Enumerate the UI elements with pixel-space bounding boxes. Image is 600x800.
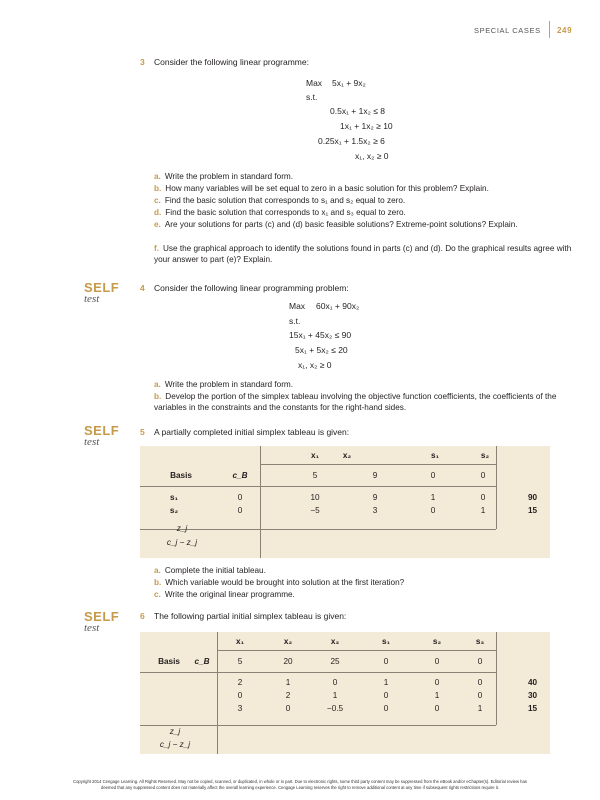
q6-row3-rhs: 15 — [527, 704, 538, 713]
copyright-footer — [20, 779, 580, 791]
q6-cb-label: c_B — [194, 657, 210, 666]
q5-var-x1: x₁ — [311, 451, 319, 460]
copyright-line-2: deemed that any suppressed content does not materially affect the overall learning experience. Cengage Learning reserves the right to remove additional content at any time if subsequent rights restrictions require it. — [101, 785, 499, 790]
q6-prompt: The following partial initial simplex tableau is given: — [154, 611, 347, 621]
q4-part-b: b. Develop the portion of the simplex tableau involving the objective function coefficients, the coefficients of the variables in the constraints and the constants for the right-hand sides. — [154, 392, 557, 412]
q5-row1-x2: 9 — [372, 493, 378, 502]
q5-hline-c — [140, 486, 496, 487]
q5-row1-rhs: 90 — [527, 493, 538, 502]
q6-row3-x3: −0.5 — [326, 704, 344, 713]
q6-row2-x3: 1 — [332, 691, 338, 700]
q6-tableau — [140, 632, 550, 754]
q5-c-x2: 9 — [372, 471, 378, 480]
q4-nonnegativity: x₁, x₂ ≥ 0 — [298, 360, 332, 370]
page-number: 249 — [557, 26, 573, 35]
q3-part-e: e. Are your solutions for parts (c) and (d) basic feasible solutions? Extreme-point solutions? Explain. — [154, 220, 518, 229]
q4-self-label: SELF — [84, 280, 120, 295]
running-header — [474, 26, 541, 35]
q6-cj-zj-label: c_j − z_j — [159, 740, 191, 749]
q5-prompt: A partially completed initial simplex tableau is given: — [154, 427, 350, 437]
q5-row2-x2: 3 — [372, 506, 378, 515]
q5-vline-2 — [496, 446, 497, 529]
q6-self-label: SELF — [84, 609, 120, 624]
q5-part-b: b. Which variable would be brought into solution at the first iteration? — [154, 578, 405, 587]
q5-row1-s1: 1 — [430, 493, 436, 502]
q6-c-x3: 25 — [330, 657, 340, 666]
q5-var-s2: s₂ — [480, 451, 490, 460]
q6-row1-s3: 0 — [477, 678, 483, 687]
q3-objective: 5x₁ + 9x₂ — [332, 78, 366, 88]
q5-zj-label: z_j — [176, 524, 188, 533]
q6-row2-s1: 0 — [383, 691, 389, 700]
q5-number: 5 — [140, 427, 145, 437]
q4-constraint-2: 5x₁ + 5x₂ ≤ 20 — [295, 345, 348, 355]
q6-var-x1: x₁ — [236, 637, 244, 646]
q3-number: 3 — [140, 57, 145, 67]
q5-row2-s2: 1 — [480, 506, 486, 515]
q6-var-s2: s₂ — [432, 637, 442, 646]
q5-var-s1: s₁ — [431, 451, 439, 460]
q6-row2-s3: 0 — [477, 691, 483, 700]
q4-objective: 60x₁ + 90x₂ — [316, 301, 360, 311]
q6-hline-c — [140, 672, 496, 673]
q5-row2-rhs: 15 — [527, 506, 538, 515]
q6-var-s3: s₃ — [475, 637, 485, 646]
q6-row2-x1: 0 — [237, 691, 243, 700]
q5-c-s1: 0 — [430, 471, 436, 480]
q5-row1-s2: 0 — [480, 493, 486, 502]
q6-row2-rhs: 30 — [527, 691, 538, 700]
q6-c-s1: 0 — [383, 657, 389, 666]
q6-c-x1: 5 — [237, 657, 243, 666]
q4-part-a: a. Write the problem in standard form. — [154, 380, 294, 389]
q5-basis-label: Basis — [170, 471, 192, 480]
q6-number: 6 — [140, 611, 145, 621]
q6-row3-s1: 0 — [383, 704, 389, 713]
q4-st: s.t. — [289, 316, 301, 326]
q5-part-c: c. Write the original linear programme. — [154, 590, 295, 599]
q3-constraint-3: 0.25x₁ + 1.5x₂ ≥ 6 — [318, 136, 385, 146]
q6-test-label: test — [84, 622, 100, 634]
section-title: SPECIAL CASES — [474, 26, 541, 35]
q3-part-a: a. Write the problem in standard form. — [154, 172, 294, 181]
q6-row1-rhs: 40 — [527, 678, 538, 687]
q5-row2-s1: 0 — [430, 506, 436, 515]
q3-nonnegativity: x₁, x₂ ≥ 0 — [355, 151, 389, 161]
q6-basis-label: Basis — [158, 657, 180, 666]
q6-row3-s3: 1 — [477, 704, 483, 713]
q6-vline-2 — [496, 632, 497, 725]
q5-test-label: test — [84, 436, 100, 448]
q6-row2-s2: 1 — [434, 691, 440, 700]
copyright-line-1: Copyright 2014 Cengage Learning. All Rights Reserved. May not be copied, scanned, or duplicated, in whole or in part. Due to electronic rights, some third party content may be suppressed from the eBook and/or eChapter(s). Editorial review has — [73, 779, 527, 784]
q6-row1-s2: 0 — [434, 678, 440, 687]
q6-row3-x2: 0 — [285, 704, 291, 713]
q5-row2-cb: 0 — [237, 506, 243, 515]
q3-constraint-2: 1x₁ + 1x₂ ≥ 10 — [340, 121, 393, 131]
q6-zj-label: z_j — [169, 727, 181, 736]
q5-tableau — [140, 446, 550, 558]
q6-hline-header — [217, 650, 496, 651]
q5-row1-x1: 10 — [310, 493, 320, 502]
q5-c-s2: 0 — [480, 471, 486, 480]
q6-row1-s1: 1 — [383, 678, 389, 687]
q5-cj-zj-label: c_j − z_j — [166, 538, 198, 547]
q3-part-d: d. Find the basic solution that corresponds to x₁ and s₃ equal to zero. — [154, 208, 406, 217]
q6-c-s3: 0 — [477, 657, 483, 666]
q3-max-label: Max — [306, 78, 323, 88]
q5-hline-header — [260, 464, 496, 465]
q3-part-b: b. How many variables will be set equal to zero in a basic solution for this problem? Explain. — [154, 184, 489, 193]
q5-row1-cb: 0 — [237, 493, 243, 502]
q4-number: 4 — [140, 283, 145, 293]
q6-row2-x2: 2 — [285, 691, 291, 700]
q5-part-a: a. Complete the initial tableau. — [154, 566, 266, 575]
q5-vline-1 — [260, 446, 261, 558]
q6-c-s2: 0 — [434, 657, 440, 666]
q4-constraint-1: 15x₁ + 45x₂ ≤ 90 — [289, 330, 352, 340]
q4-max-label: Max — [289, 301, 306, 311]
q4-prompt: Consider the following linear programming problem: — [154, 283, 349, 293]
q6-c-x2: 20 — [283, 657, 293, 666]
q3-st: s.t. — [306, 92, 318, 102]
q6-row3-s2: 0 — [434, 704, 440, 713]
q5-cb-label: c_B — [232, 471, 248, 480]
q5-row2-x1: −5 — [310, 506, 320, 515]
q6-row1-x2: 1 — [285, 678, 291, 687]
q5-row1-basis: s₁ — [170, 493, 178, 502]
header-divider — [549, 21, 550, 38]
q5-c-x1: 5 — [312, 471, 318, 480]
q6-var-x2: x₂ — [283, 637, 293, 646]
q3-prompt: Consider the following linear programme: — [154, 57, 309, 67]
q5-var-x2: x₂ — [342, 451, 352, 460]
q6-hline-rows — [140, 725, 496, 726]
q6-row3-x1: 3 — [237, 704, 243, 713]
q6-row1-x3: 0 — [332, 678, 338, 687]
q3-constraint-1: 0.5x₁ + 1x₂ ≤ 8 — [330, 106, 386, 116]
q3-part-c: c. Find the basic solution that corresponds to s₁ and s₂ equal to zero. — [154, 196, 406, 205]
q4-test-label: test — [84, 293, 100, 305]
q5-self-label: SELF — [84, 423, 120, 438]
q6-row1-x1: 2 — [237, 678, 243, 687]
q6-var-x3: x₃ — [330, 637, 340, 646]
q5-row2-basis: s₂ — [169, 506, 179, 515]
q3-part-f: f. Use the graphical approach to identify the solutions found in parts (c) and (d). Do the graphical results agree with your answer to part (e)? Explain. — [154, 244, 572, 264]
q6-var-s1: s₁ — [382, 637, 390, 646]
